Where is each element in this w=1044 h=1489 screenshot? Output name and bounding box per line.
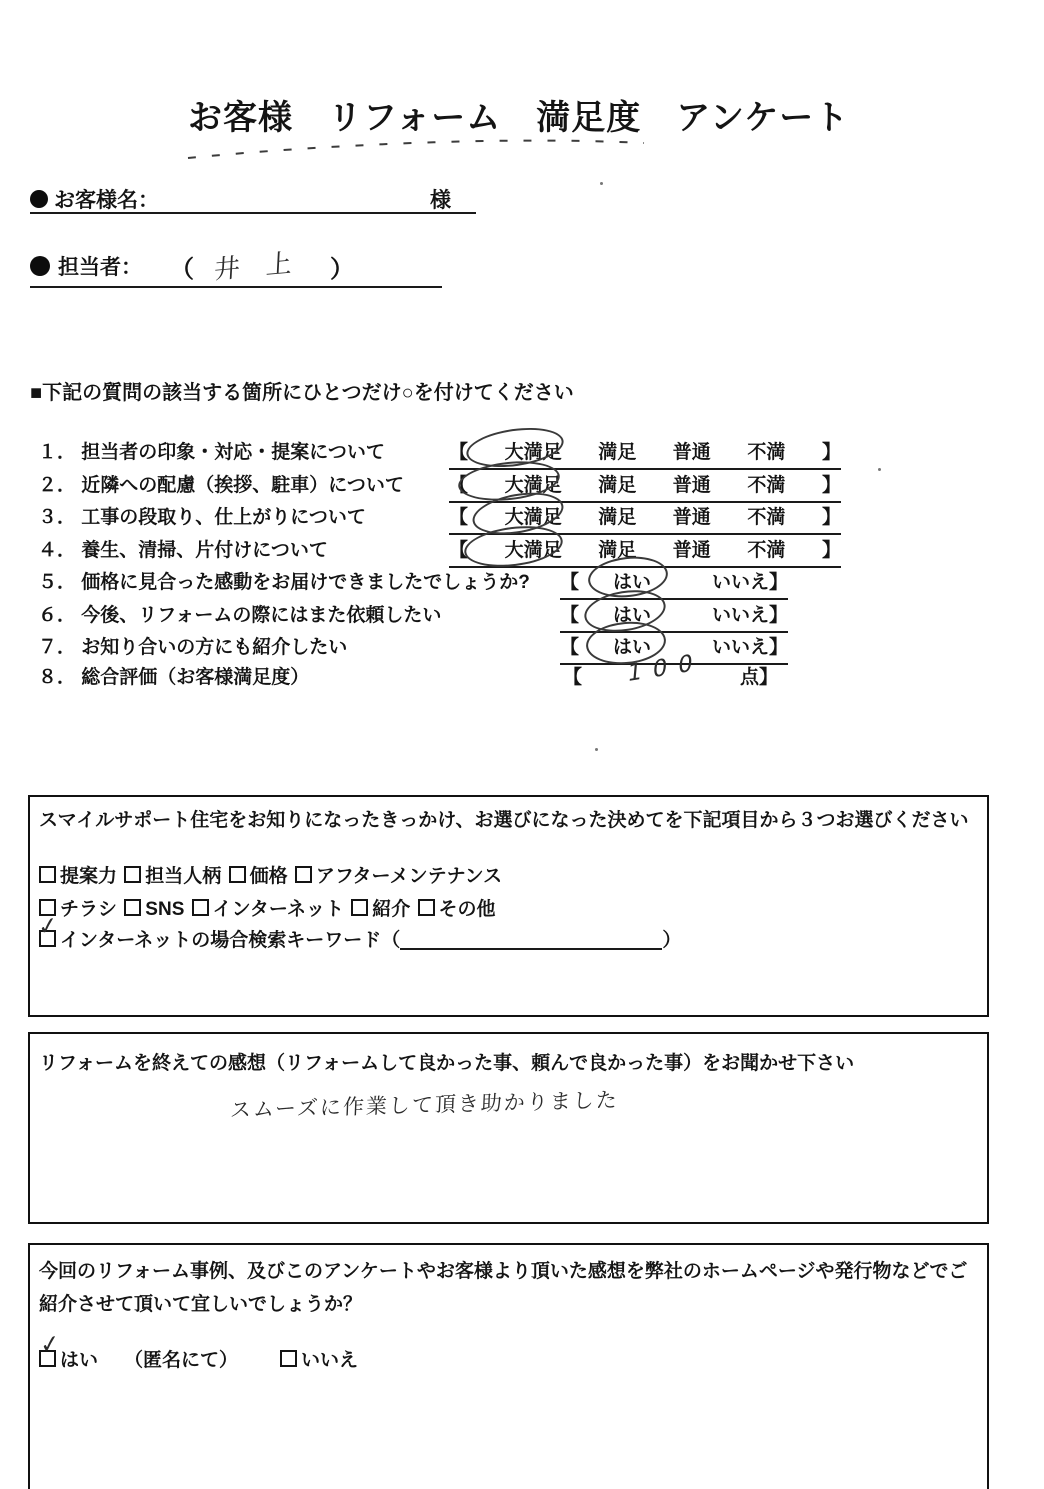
bracket-open: 【 (449, 442, 469, 463)
publish-box-heading: 今回のリフォーム事例、及びこのアンケートやお客様より頂いた感想を弊社のホームページや発行物などでご紹介させて頂いて宜しいでしょうか？ (39, 1261, 968, 1315)
bullet-circle-icon (30, 256, 50, 276)
paren-close: ） (662, 930, 682, 951)
question-number: ２． (38, 475, 77, 496)
question-text: 養生、清掃、片付けについて (81, 540, 328, 561)
option-manzoku: 満足 (598, 507, 637, 528)
checkbox-tantou-hitogara: 担当人柄 (124, 866, 221, 887)
publish-no-label: いいえ (301, 1350, 359, 1371)
option-yes: はい (613, 605, 652, 626)
bracket-open: 【 (449, 540, 469, 561)
checkbox-icon (39, 866, 56, 883)
question-number: ６． (38, 605, 77, 626)
option-fuman: 不満 (747, 442, 786, 463)
option-fuman: 不満 (747, 540, 786, 561)
question-1 (38, 437, 385, 464)
question-number: ４． (38, 540, 77, 561)
checkbox-sonota: その他 (418, 899, 496, 920)
bracket-close: 】 (821, 540, 841, 561)
question-2 (38, 470, 404, 497)
question-7 (38, 632, 347, 659)
bullet-circle-icon (30, 190, 48, 208)
bracket-close: 】 (759, 667, 779, 688)
bracket-close: 】 (768, 572, 788, 593)
option-no: いいえ】 (711, 637, 788, 658)
instruction-heading: ■下記の質問の該当する箇所にひとつだけ○を付けてください (30, 382, 574, 404)
option-daimanzoku: 大満足 (504, 442, 562, 463)
option-daimanzoku: 大満足 (504, 507, 562, 528)
scan-speck (878, 468, 881, 471)
bracket-close: 】 (768, 605, 788, 626)
scan-speck (595, 748, 598, 751)
checkbox-icon (418, 899, 435, 916)
scan-speck (600, 182, 603, 185)
question-text: お知り合いの方にも紹介したい (81, 637, 348, 658)
question-text: 近隣への配慮（挨拶、駐車）について (81, 475, 404, 496)
checkbox-icon (351, 899, 368, 916)
option-daimanzoku: 大満足 (504, 475, 562, 496)
staff-label: 担当者： (58, 256, 142, 279)
checkbox-icon (124, 899, 141, 916)
publish-choice-row (39, 1345, 358, 1372)
option-no: いいえ】 (711, 605, 788, 626)
question-8 (38, 662, 309, 689)
checkbox-icon (229, 866, 246, 883)
staff-paren-close: ） (330, 256, 354, 283)
source-box-heading: スマイルサポート住宅をお知りになったきっかけ、お選びになった決めてを下記項目から３つお選びください (39, 810, 969, 831)
question-text: 総合評価（お客様満足度） (81, 667, 310, 688)
customer-name-label: お客様名： (54, 189, 159, 212)
question-6 (38, 600, 441, 627)
question-number: １． (38, 442, 77, 463)
question-5 (38, 567, 530, 594)
option-futsuu: 普通 (672, 475, 711, 496)
score-value-handwritten: 100 (626, 648, 705, 688)
option-yes: はい (613, 572, 652, 593)
option-futsuu: 普通 (672, 540, 711, 561)
option-futsuu: 普通 (672, 507, 711, 528)
option-manzoku: 満足 (598, 540, 637, 561)
bracket-open: 【 (560, 637, 580, 658)
checkbox-sns: SNS (124, 899, 184, 920)
handwritten-check-mark: ✓ (38, 1329, 62, 1360)
handwritten-dashed-underline (182, 134, 652, 164)
staff-paren-open: （ (170, 256, 194, 283)
checkbox-icon (192, 899, 209, 916)
customer-honorific: 様 (430, 189, 451, 212)
bracket-open: 【 (449, 507, 469, 528)
question-3 (38, 502, 366, 529)
source-selection-box (28, 795, 989, 1017)
feedback-box (28, 1032, 989, 1224)
score-unit: 点】 (740, 667, 779, 688)
feedback-box-heading: リフォームを終えての感想（リフォームして良かった事、頼んで良かった事）をお聞かせ下さい (39, 1053, 855, 1074)
option-no: いいえ】 (711, 572, 788, 593)
feedback-handwritten-comment: スムーズに作業して頂き助かりました (229, 1087, 620, 1123)
bracket-close: 】 (768, 637, 788, 658)
customer-name-underline (30, 212, 476, 214)
publish-yes-label: はい (60, 1350, 99, 1371)
question-text: 担当者の印象・対応・提案について (81, 442, 385, 463)
option-fuman: 不満 (747, 475, 786, 496)
checkbox-teiankyoku: 提案力 (39, 866, 117, 887)
checkbox-shoukai: 紹介 (351, 899, 410, 920)
question-number: ７． (38, 637, 77, 658)
option-fuman: 不満 (747, 507, 786, 528)
option-futsuu: 普通 (672, 442, 711, 463)
option-manzoku: 満足 (598, 442, 637, 463)
publish-permission-box (28, 1243, 989, 1489)
checkbox-icon (295, 866, 312, 883)
option-manzoku: 満足 (598, 475, 637, 496)
bracket-open: 【 (560, 605, 580, 626)
paren-open: （ (381, 930, 401, 951)
question-4 (38, 535, 328, 562)
bracket-close: 】 (821, 507, 841, 528)
bracket-close: 】 (821, 475, 841, 496)
search-keyword-row (39, 925, 681, 952)
anonymous-note: （匿名にて） (124, 1350, 239, 1371)
bracket-open: 【 (560, 572, 580, 593)
question-number: ８． (38, 667, 77, 688)
checkbox-icon (280, 1350, 297, 1367)
staff-name-handwritten: 井上 (213, 246, 319, 286)
question-number: ３． (38, 507, 77, 528)
bracket-close: 】 (821, 442, 841, 463)
question-text: 価格に見合った感動をお届けできましたでしょうか? (81, 572, 530, 593)
page-title: お客様 リフォーム 満足度 アンケート (188, 99, 850, 137)
source-options-row-1 (39, 861, 504, 888)
source-options-row-2 (39, 894, 498, 921)
option-yes: はい (613, 637, 652, 658)
search-keyword-label: インターネットの場合検索キーワード (60, 930, 382, 951)
checkbox-kakaku: 価格 (229, 866, 288, 887)
search-keyword-blank (400, 930, 662, 950)
bracket-open: 【 (449, 475, 469, 496)
question-text: 工事の段取り、仕上がりについて (81, 507, 366, 528)
question-number: ５． (38, 572, 77, 593)
bracket-open: 【 (563, 667, 583, 688)
checkbox-chirashi: チラシ (39, 899, 117, 920)
handwritten-check-mark: ✓ (36, 911, 60, 942)
checkbox-icon (124, 866, 141, 883)
staff-underline (30, 286, 442, 288)
checkbox-internet: インターネット (192, 899, 344, 920)
option-daimanzoku: 大満足 (504, 540, 562, 561)
checkbox-aftermaintenance: アフターメンテナンス (295, 866, 502, 887)
question-text: 今後、リフォームの際にはまた依頼したい (81, 605, 442, 626)
